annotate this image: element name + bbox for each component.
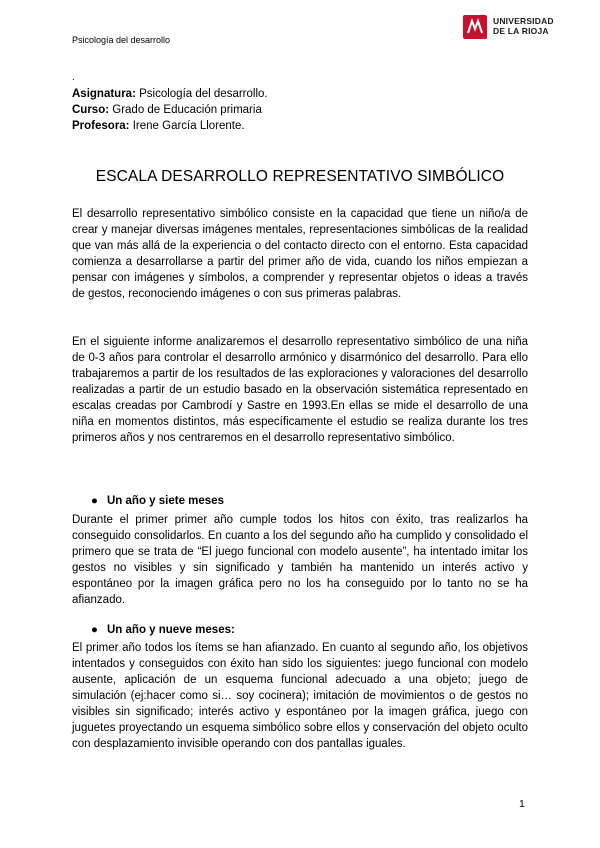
profesora-label: Profesora: bbox=[72, 120, 130, 132]
bullet-icon: ● bbox=[91, 624, 98, 636]
asignatura-value: Psicología del desarrollo. bbox=[135, 88, 268, 100]
logo-line-1: UNIVERSIDAD bbox=[493, 16, 554, 26]
section-heading-2 bbox=[91, 624, 235, 636]
profesora-line bbox=[72, 118, 268, 134]
university-logo bbox=[463, 13, 573, 39]
method-paragraph: En el siguiente informe analizaremos el desarrollo representativo simbólico de una niña de 0-3 años para controlar el desarrollo armónico y disarmónico del desarrollo. Para ello trabajaremos a partir de los resultados de las exploraciones y valoraciones del desarrollo realizadas a partir de un estudio basado en la observación sistemática representado en escalas creadas por Cambrodí y Sastre en 1993.En ellas se mide el desarrollo de una niña en momentos distintos, más específicamente el estudio se realiza durante los tres primeros años y nos centraremos en el desarrollo representativo simbólico. bbox=[72, 336, 528, 444]
university-logo-icon bbox=[463, 15, 487, 39]
intro-paragraph: El desarrollo representativo simbólico consiste en la capacidad que tiene un niño/a de crear y manejar diversas imágenes mentales, representaciones simbólicas de la realidad que van más allá de la experiencia o del contacto directo con el entorno. Esta capacidad comienza a desarrollarse a partir del primer año de vida, cuando los niños empiezan a pensar con imágenes y símbolos, a comprender y representar objetos o ideas a través de gestos, reconociendo imágenes o con sus primeras palabras. bbox=[72, 208, 528, 300]
section-heading-2-text: Un año y nueve meses: bbox=[107, 624, 235, 636]
stray-dot: . bbox=[72, 72, 75, 83]
section-body-2: El primer año todos los ítems se han afianzado. En cuanto al segundo año, los objetivos intentados y conseguidos con éxito han sido los siguientes: juego funcional con modelo ausente, aplicación de un esquema funcional adecuado a una objeto; juego de simulación (ej:hacer como si… soy cocinera); imitación de movimientos o de gestos no visibles sin significado; interés activo y espontáneo por la imagen gráfica, juego con juguetes proyectando un esquema simbólico sobre ellos y conservación del objeto oculto con desplazamiento invisible operando con dos pantallas iguales. bbox=[72, 642, 528, 750]
section-heading-1 bbox=[91, 495, 224, 507]
page-number: 1 bbox=[519, 798, 525, 810]
running-header: Psicología del desarrollo bbox=[72, 35, 171, 45]
course-info bbox=[72, 86, 268, 134]
curso-value: Grado de Educación primaria bbox=[109, 104, 262, 116]
asignatura-label: Asignatura: bbox=[72, 88, 136, 100]
bullet-icon: ● bbox=[91, 495, 98, 507]
logo-line-2: DE LA RIOJA bbox=[493, 26, 549, 36]
profesora-value: Irene García Llorente. bbox=[129, 120, 245, 132]
university-logo-text bbox=[493, 16, 554, 36]
curso-line bbox=[72, 102, 268, 118]
section-body-1: Durante el primer primer año cumple todos los hitos con éxito, tras realizarlos ha conseguido consolidarlos. En cuanto a los del segundo año ha cumplido y consolidado el primero que se trata de “El juego funcional con modelo ausente”, ha intentado imitar los gestos no visibles y sin significado y también ha mantenido un interés activo y espontáneo por la imagen gráfica pero no los ha conseguido por lo tanto no se ha afianzado. bbox=[72, 514, 528, 606]
asignatura-line bbox=[72, 86, 268, 102]
curso-label: Curso: bbox=[72, 104, 110, 116]
section-heading-1-text: Un año y siete meses bbox=[107, 495, 224, 507]
document-title: ESCALA DESARROLLO REPRESENTATIVO SIMBÓLICO bbox=[95, 168, 505, 185]
